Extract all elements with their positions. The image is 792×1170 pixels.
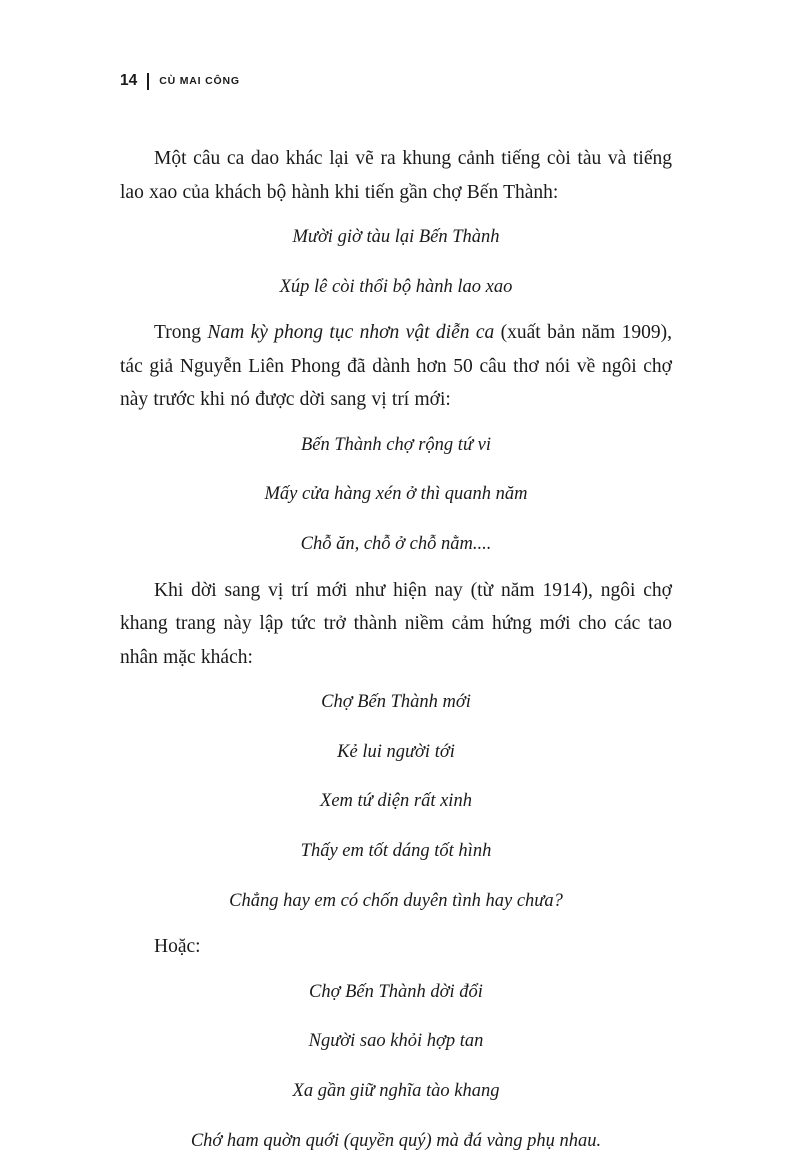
divider [147, 73, 149, 90]
page-content [120, 70, 672, 1170]
verse-line: Chớ ham quờn quới (quyền quý) mà đá vàng phụ nhau. [190, 1130, 602, 1151]
verse-line: Xa gần giữ nghĩa tào khang [292, 1080, 500, 1101]
verse-line: Người sao khỏi hợp tan [308, 1031, 484, 1052]
verse-line: Chợ Bến Thành mới [321, 692, 471, 713]
paragraph [120, 142, 672, 209]
text-run: Trong [154, 322, 208, 344]
text-run: Một câu ca dao khác lại vẽ ra khung cảnh tiếng còi tàu và tiếng lao xao của khách bộ hành khi tiến gần chợ Bến Thành: [120, 148, 672, 203]
verse-block [120, 968, 672, 1166]
body-text [120, 142, 672, 1166]
italic-title: Nam kỳ phong tục nhơn vật diễn ca [207, 322, 495, 344]
verse-line: Bến Thành chợ rộng tứ vi [300, 434, 492, 455]
text-run: Khi dời sang vị trí mới như hiện nay (từ năm 1914), ngôi chợ khang trang này lập tức trở thành niềm cảm hứng mới cho các tao nhân mặc khách: [120, 579, 672, 668]
paragraph [120, 930, 672, 964]
verse-block [120, 678, 672, 926]
verse-line: Chợ Bến Thành dời đổi [309, 981, 483, 1002]
verse-line: Chỗ ăn, chỗ ở chỗ nằm.... [300, 534, 492, 555]
verse-line: Kẻ lui người tới [337, 741, 455, 762]
verse-line: Chẳng hay em có chốn duyên tình hay chưa? [229, 890, 563, 911]
text-run: (xuất bản năm 1909), tác giả Nguyễn Liên Phong đã dành hơn 50 câu thơ nói về ngôi chợ này trước khi nó được dời sang vị trí mới: [120, 322, 672, 411]
paragraph [120, 574, 672, 675]
running-title: CÙ MAI CÔNG [159, 75, 240, 87]
verse-block [120, 421, 672, 570]
verse-line: Xem tứ diện rất xinh [320, 791, 472, 812]
verse-line: Thấy em tốt dáng tốt hình [300, 841, 492, 861]
verse-line: Mười giờ tàu lại Bến Thành [292, 227, 500, 248]
text-run: Hoặc: [154, 936, 201, 958]
running-head [120, 70, 672, 92]
verse-line: Xúp lê còi thổi bộ hành lao xao [279, 276, 513, 297]
paragraph [120, 316, 672, 417]
verse-block [120, 213, 672, 312]
page-number: 14 [120, 72, 138, 89]
verse-line: Mấy cửa hàng xén ở thì quanh năm [264, 484, 528, 505]
